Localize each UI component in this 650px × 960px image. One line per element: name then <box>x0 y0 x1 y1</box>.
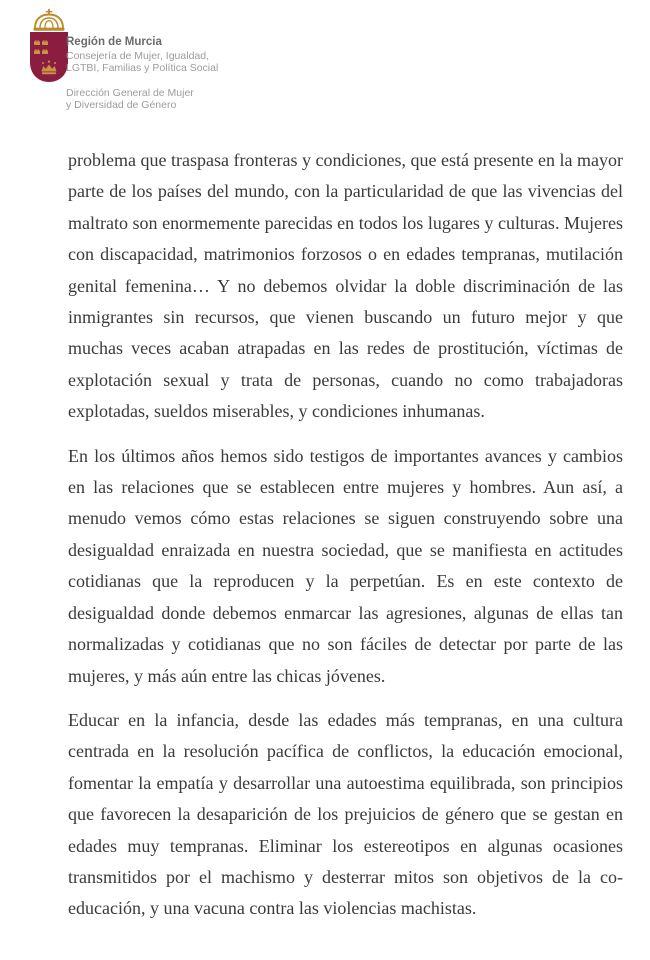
paragraph-2: En los últimos años hemos sido testigos de importantes avances y cambios en las relaciones que se establecen entre mujeres y hombres. Aun así, a menudo vemos cómo estas relaciones se siguen construyendo sobre una desigualdad enraizada en nuestra sociedad, que se manifiesta en actitudes cotidianas que la reproducen y la perpetúan. Es en este contexto de desigualdad donde debemos enmarcar las agresiones, algunas de ellas tan normalizadas y cotidianas que no son fáciles de detectar por parte de las mujeres, y más aún entre las chicas jóvenes. <box>68 445 623 686</box>
department-line-1: Consejería de Mujer, Igualdad, <box>66 49 210 62</box>
paragraph-3: Educar en la infancia, desde las edades más tempranas, en una cultura centrada en la resolución pacífica de conflictos, la educación emocional, fomentar la empatía y desarrollar una autoestima equilibrada, son principios que favorecen la desaparición de los prejuicios de género que se gestan en edades muy tempranas. Eliminar los estereotipos en algunas ocasiones transmitidos por el machismo y desterrar mitos son objetivos de la co-educación, y una vacuna contra las violencias machistas. <box>68 709 623 919</box>
letterhead <box>66 36 218 111</box>
org-name: Región de Murcia <box>66 36 162 48</box>
shield-icon <box>30 32 68 82</box>
paragraph-1: problema que traspasa fronteras y condiciones, que está presente en la mayor parte de los países del mundo, con la particularidad de que las vivencias del maltrato son enormemente parecidas en todos los lugares y culturas. Mujeres con discapacidad, matrimonios forzosos o en edades tempranas, mutilación genital femenina… Y no debemos olvidar la doble discriminación de las inmigrantes sin recursos, que vienen buscando un futuro mejor y que muchas veces acaban atrapadas en las redes de prostitución, víctimas de explotación sexual y trata de personas, cuando no como trabajadoras explotadas, sueldos miserables, y condiciones inhumanas. <box>68 150 623 422</box>
division-line-1: Dirección General de Mujer <box>66 86 194 99</box>
crown-band <box>34 28 65 31</box>
crown-icon <box>35 10 63 29</box>
division-line-2: y Diversidad de Género <box>66 99 177 112</box>
document-body <box>68 145 623 938</box>
department-block <box>66 50 218 74</box>
department-line-2: LGTBI, Familias y Política Social <box>66 61 219 74</box>
division-block <box>66 87 218 111</box>
